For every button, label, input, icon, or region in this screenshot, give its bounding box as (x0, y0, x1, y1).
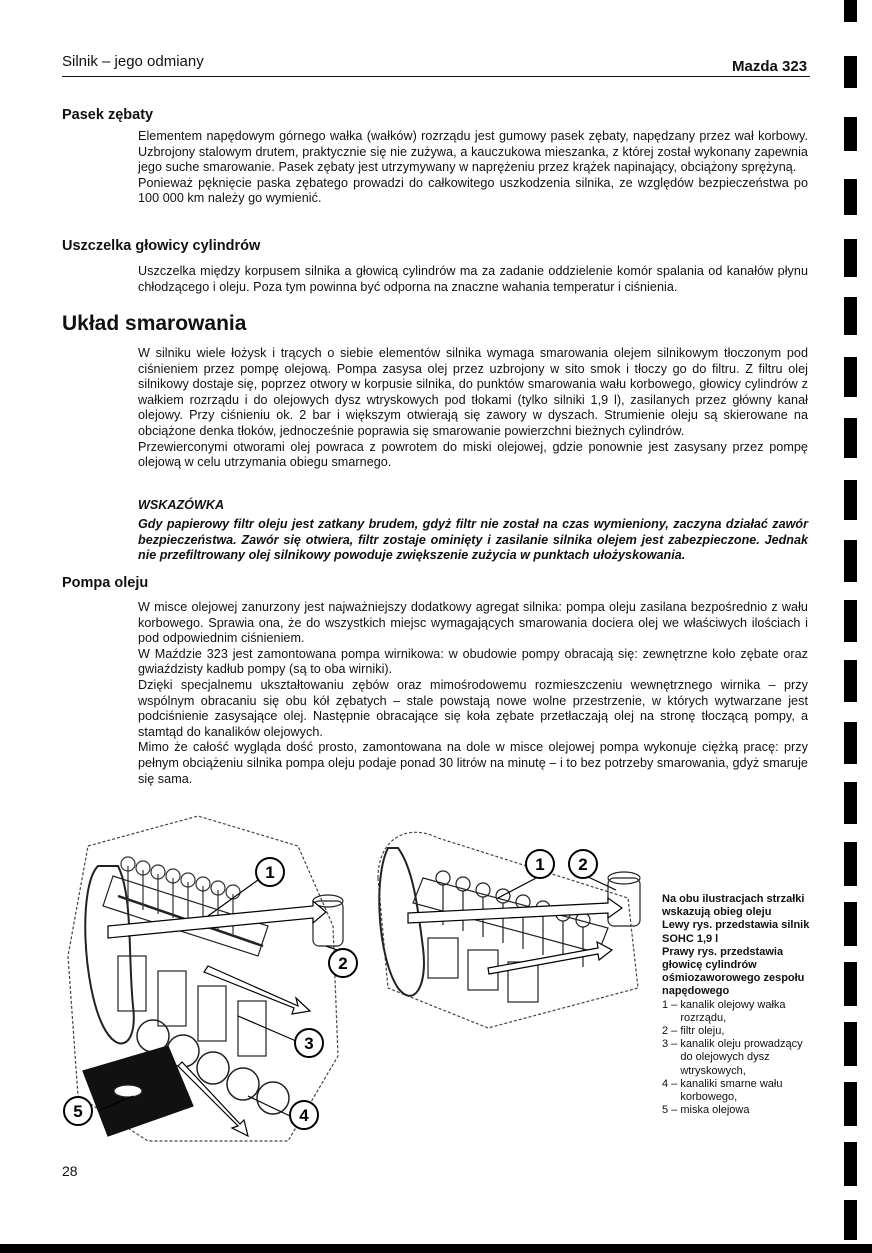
timing-belt-text (138, 129, 808, 207)
caption-right: Prawy rys. przedstawia głowicę cylindrów ośmiozaworowego zespołu napędowego (662, 945, 805, 998)
edge-mark (844, 902, 857, 946)
edge-mark (844, 540, 857, 582)
caption-item (662, 1025, 822, 1038)
callout-1 (526, 850, 554, 878)
paragraph: W silniku wiele łożysk i trących o siebie elementów silnika wymaga smarowania olejem silnikowym tłoczonym pod ciśnieniem przez pompę olejową. Pompa zasysa olej przez uzbrojony w sito smok i tłoczy go do filtru. Z filtru olej silnikowy dostaje się, poprzez otwory w korpusie silnika, do punktów smarowania wału korbowego, głowicy cylindrów z wałkiem rozrządu i do olejowych dysz wtryskowych pod tłokami (tylko silniki 1,9 l), zasilanych przez główny kanał olejowy. Przy ciśnieniu ok. 2 bar i większym otwierają się zawory w dyszach. Strumienie oleju są skierowane na obciążone denka tłoków, jednocześnie poprawia się smarowanie powierzchni bieżnych cylindrów. (138, 346, 808, 438)
bottom-scan-bar (0, 1244, 872, 1253)
paragraph: Przewierconymi otworami olej powraca z powrotem do miski olejowej, gdzie ponownie jest zasysany przez pompę olejową w celu utrzymania obiegu smarnego. (138, 439, 808, 470)
edge-mark (844, 1200, 857, 1240)
caption-intro: Na obu ilustracjach strzałki wskazują obieg oleju (662, 893, 805, 919)
caption-item-text: miska olejowa (680, 1104, 750, 1117)
caption-item (662, 1038, 822, 1078)
caption-item-num: 4 – (662, 1077, 678, 1090)
svg-text:4: 4 (299, 1106, 309, 1125)
edge-mark (844, 782, 857, 824)
cylinder-head-illustration-right (368, 818, 658, 1048)
figure-caption (662, 893, 822, 1117)
edge-mark (844, 660, 857, 702)
callout-2 (569, 850, 597, 878)
paragraph: Dzięki specjalnemu ukształtowaniu zębów oraz mimośrodowemu rozmieszczeniu wewnętrznego wirnika – przy wspólnym obracaniu się obu kół zębatych – stale powstają nowe wolne przestrzenie, w których wytwarzane jest podciśnienie zasysające olej. Następnie obracające się koła zębate przetłaczają olej na stronę tłoczącą pompy, a stamtąd do kanalików olejowych. (138, 677, 808, 739)
note-title: WSKAZÓWKA (138, 498, 225, 512)
caption-item-text: kanalik olejowy wałka rozrządu, (680, 998, 786, 1024)
edge-mark (844, 842, 857, 886)
callout-4 (290, 1101, 318, 1129)
edge-mark (844, 722, 857, 764)
caption-item-num: 5 – (662, 1104, 678, 1117)
callout-2 (329, 949, 357, 977)
caption-item-num: 2 – (662, 1025, 678, 1038)
callout-1 (256, 858, 284, 886)
caption-item-text: kanalik oleju prowadzący do olejowych dysz wtryskowych, (680, 1038, 803, 1077)
edge-marks (832, 0, 872, 1253)
section-title-head-gasket: Uszczelka głowicy cylindrów (62, 238, 261, 254)
running-header-title: Silnik – jego odmiany (62, 53, 204, 70)
edge-mark (844, 297, 857, 335)
paragraph: W Maździe 323 jest zamontowana pompa wirnikowa: w obudowie pompy obracają się: zewnętrzne koło zębate oraz gwiaździsty kadłub pompy (są to oba wirniki). (138, 646, 808, 677)
svg-text:3: 3 (304, 1034, 314, 1053)
edge-mark (844, 1142, 857, 1186)
section-title-lubrication: Układ smarowania (62, 312, 247, 335)
edge-mark (844, 117, 857, 151)
caption-left: Lewy rys. przedstawia silnik SOHC 1,9 l (662, 919, 810, 945)
paragraph: Ponieważ pęknięcie paska zębatego prowadzi do całkowitego uszkodzenia silnika, ze względów bezpieczeństwa po 100 000 km należy go wymienić. (138, 175, 808, 206)
edge-mark (844, 480, 857, 520)
svg-text:5: 5 (73, 1102, 83, 1121)
edge-mark (844, 357, 857, 397)
edge-mark (844, 962, 857, 1006)
paragraph: Elementem napędowym górnego wałka (wałków) rozrządu jest gumowy pasek zębaty, napędzany przez wał korbowy. Uzbrojony stalowym drutem, praktycznie się nie zużywa, a kauczukowa mieszanka, z której został wykonany zapewnia jego suche smarowanie. Pasek zębaty jest utrzymywany w naprężeniu przez krążek napinający, obciążony sprężyną. (138, 129, 808, 175)
section-title-timing-belt: Pasek zębaty (62, 107, 154, 123)
edge-mark (844, 418, 857, 458)
svg-text:1: 1 (265, 863, 275, 882)
caption-item (662, 1078, 822, 1104)
head-gasket-text (138, 264, 808, 295)
callout-5 (64, 1097, 92, 1125)
edge-mark (844, 179, 857, 215)
edge-mark (844, 1082, 857, 1126)
svg-text:2: 2 (338, 954, 348, 973)
paragraph: Mimo że całość wygląda dość prosto, zamontowana na dole w misce olejowej pompa wykonuje ciężką pracę: przy pełnym obciążeniu silnika pompa oleju podaje ponad 30 litrów na minutę – i to bez potrzeby smarowania, gdyż smaruje się sama. (138, 740, 808, 786)
edge-mark (844, 1022, 857, 1066)
oil-pump-text (138, 600, 808, 787)
caption-item-num: 3 – (662, 1038, 678, 1051)
paragraph: Uszczelka między korpusem silnika a głowicą cylindrów ma za zadanie oddzielenie komór spalania od kanałów płynu chłodzącego i oleju. Poza tym powinna być odporna na znaczne wahania temperatur i ciśnienia. (138, 264, 808, 294)
caption-item-text: filtr oleju, (680, 1025, 725, 1038)
caption-item-num: 1 – (662, 998, 678, 1011)
page-number: 28 (62, 1163, 78, 1179)
edge-mark (844, 239, 857, 277)
svg-text:2: 2 (578, 855, 588, 874)
running-header-model: Mazda 323 (732, 58, 808, 75)
svg-text:1: 1 (535, 855, 545, 874)
edge-mark (844, 0, 857, 22)
caption-item-text: kanaliki smarne wału korbowego, (680, 1077, 783, 1104)
engine-illustration-left (58, 806, 378, 1151)
section-title-oil-pump: Pompa oleju (62, 575, 149, 591)
caption-item (662, 1104, 822, 1117)
edge-mark (844, 600, 857, 642)
lubrication-text (138, 346, 808, 471)
caption-item (662, 999, 822, 1025)
header-rule (62, 76, 810, 77)
edge-mark (844, 56, 857, 88)
note-text: Gdy papierowy filtr oleju jest zatkany brudem, gdyż filtr nie został na czas wymieniony, zaczyna działać zawór bezpieczeństwa. Zawór się otwiera, filtr zostaje ominięty i zasilanie silnika olejem jest zabezpieczone. Jednak nie przefiltrowany olej silnikowy powoduje zwiększenie zużycia w punktach ułożyskowania. (138, 517, 808, 563)
callout-3 (295, 1029, 323, 1057)
paragraph: W misce olejowej zanurzony jest najważniejszy dodatkowy agregat silnika: pompa oleju zasilana bezpośrednio z wału korbowego. Sprawia ona, że do wszystkich miejsc wymagających smarowania dociera olej we właściwych ilościach i pod odpowiednim ciśnieniem. (138, 600, 808, 646)
